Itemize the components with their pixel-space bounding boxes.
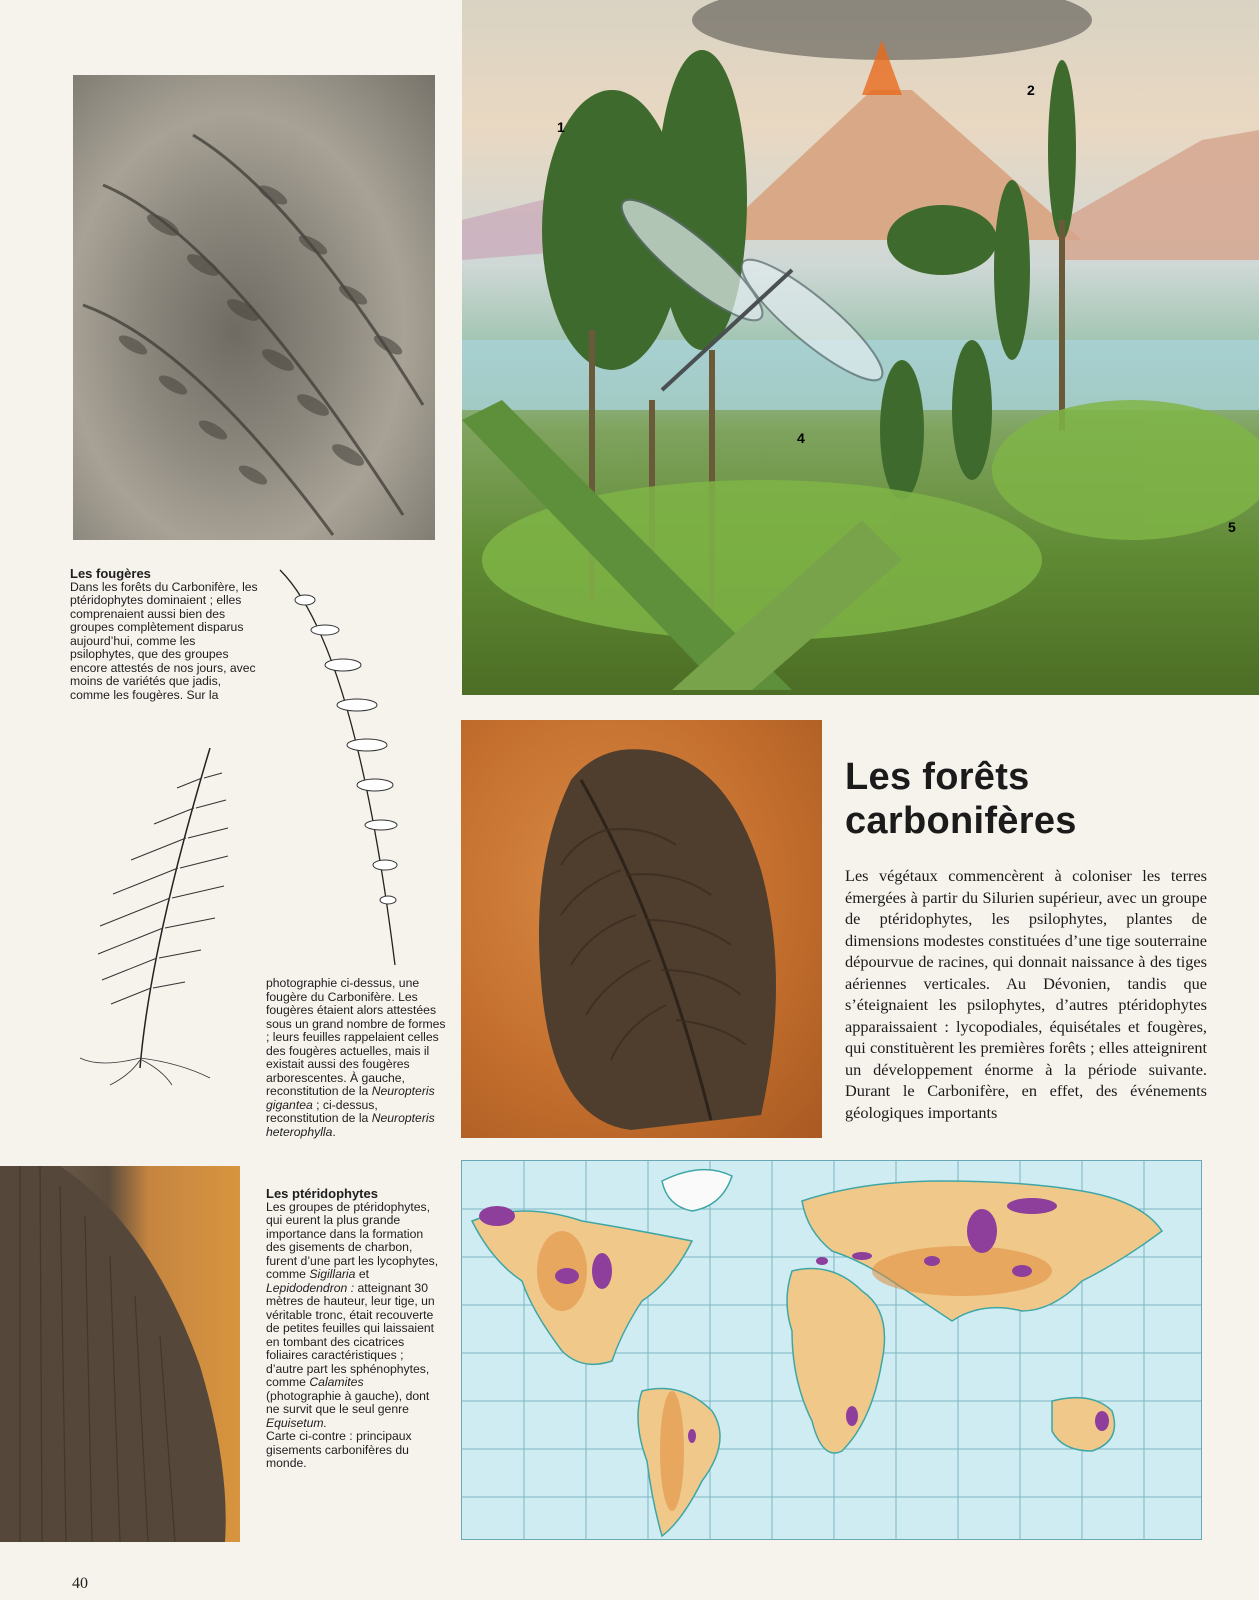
main-body-text: Les végétaux commencèrent à coloniser les terres émergées à partir du Silurien supérieur, avec un groupe de ptéridophytes, les psilophytes, plantes de dimensions modestes constituées d’une tige souterraine dépourvue de racines, qui donnait naissance à des tiges aériennes verticales. Au Dévonien, tandis que s’éteignaient les psilophytes, d’autres ptéridophytes apparaissaient : lycopodiales, équisétales et fougères, qui constituèrent les premières forêts ; elles atteignirent un développement énorme à la période suivante. Durant le Carbonifère, en effet, des événements géologiques importants: [845, 866, 1207, 1122]
caption-pterido-text-3: atteignant 30 mètres de hauteur, leur tige, un véritable tronc, était recouverte de petites feuilles qui laissaient en tombant des cicatrices foliaires caractéristiques ; d’autre part les sphénophytes, comme: [266, 1280, 435, 1389]
illustration-label-5: 5: [1228, 519, 1236, 535]
genus-calamites: Calamites: [309, 1375, 364, 1389]
caption-fougeres: [70, 567, 260, 702]
fern-fossil-photo: [73, 75, 435, 540]
illustration-label-1: 1: [557, 119, 565, 135]
genus-lepidodendron: Lepidodendron :: [266, 1280, 355, 1295]
world-coal-deposits-map: [461, 1160, 1202, 1540]
page-title: [845, 755, 1225, 843]
caption-pterido-text-2: et: [358, 1267, 369, 1281]
leaf-fossil-drawing: [461, 720, 822, 1138]
caption-fougeres-continued: [266, 977, 451, 1139]
neuropteris-gigantea-drawing: [70, 748, 245, 1086]
caption-pteridophytes: [266, 1187, 441, 1471]
species-neuropteris-heterophylla: Neuropteris heterophylla: [266, 1111, 435, 1139]
species-neuropteris-gigantea: Neuropteris gigantea: [266, 1084, 435, 1112]
neuropteris-heterophylla-drawing: [275, 565, 420, 975]
caption-pterido-text-1: Les groupes de ptéridophytes, qui eurent la plus grande importance dans la formation des gisements de charbon, furent d’une part les lycophytes, comme: [266, 1199, 439, 1281]
caption-fougeres-cont-1: photographie ci-dessus, une fougère du Carbonifère. Les fougères étaient alors attestées sous un grand nombre de formes ; leurs feuilles rappelaient celles des fougères actuelles, mais il existait aussi des fougères arborescentes. À gauche, reconstitution de la: [266, 976, 446, 1098]
world-map-drawing: [462, 1161, 1202, 1540]
calamites-fossil-photo: [0, 1166, 240, 1542]
caption-fougeres-title: Les fougères: [70, 566, 151, 581]
caption-pterido-text-4: (photographie à gauche), dont ne survit que le seul genre: [266, 1388, 430, 1416]
forest-scene-drawing: [462, 0, 1259, 695]
fern-drawing-left: [70, 748, 245, 1086]
caption-fougeres-text: Dans les forêts du Carbonifère, les ptéridophytes dominaient ; elles comprenaient aussi bien des groupes complètement disparus aujourd’hui, comme les psilophytes, que des groupes encore attestés de nos jours, avec moins de variétés que jadis, comme les fougères. Sur la: [70, 579, 258, 702]
caption-fougeres-cont-2: ; ci-dessus, reconstitution de la: [266, 1097, 378, 1125]
calamites-drawing: [0, 1166, 240, 1542]
fern-drawing-right: [275, 565, 420, 975]
caption-fougeres-cont-3: .: [332, 1124, 336, 1139]
page-title-line-1: Les forêts: [845, 756, 1030, 798]
caption-pterido-text-5: Carte ci-contre : principaux gisements carbonifères du monde.: [266, 1429, 412, 1470]
page-number: 40: [72, 1575, 88, 1592]
genus-sigillaria: Sigillaria: [309, 1267, 356, 1281]
illustration-label-2: 2: [1027, 82, 1035, 98]
page-title-line-2: carbonifères: [845, 800, 1077, 842]
carboniferous-forest-illustration: [462, 0, 1259, 695]
genus-equisetum: Equisetum.: [266, 1415, 327, 1430]
fern-leaf-fossil-photo: [461, 720, 822, 1138]
illustration-label-4: 4: [797, 430, 805, 446]
fern-fossil-drawing: [73, 75, 435, 540]
caption-fougeres-paragraph: [266, 977, 451, 1139]
caption-pteridophytes-title: Les ptéridophytes: [266, 1186, 378, 1201]
caption-pteridophytes-paragraph: [266, 1201, 441, 1471]
